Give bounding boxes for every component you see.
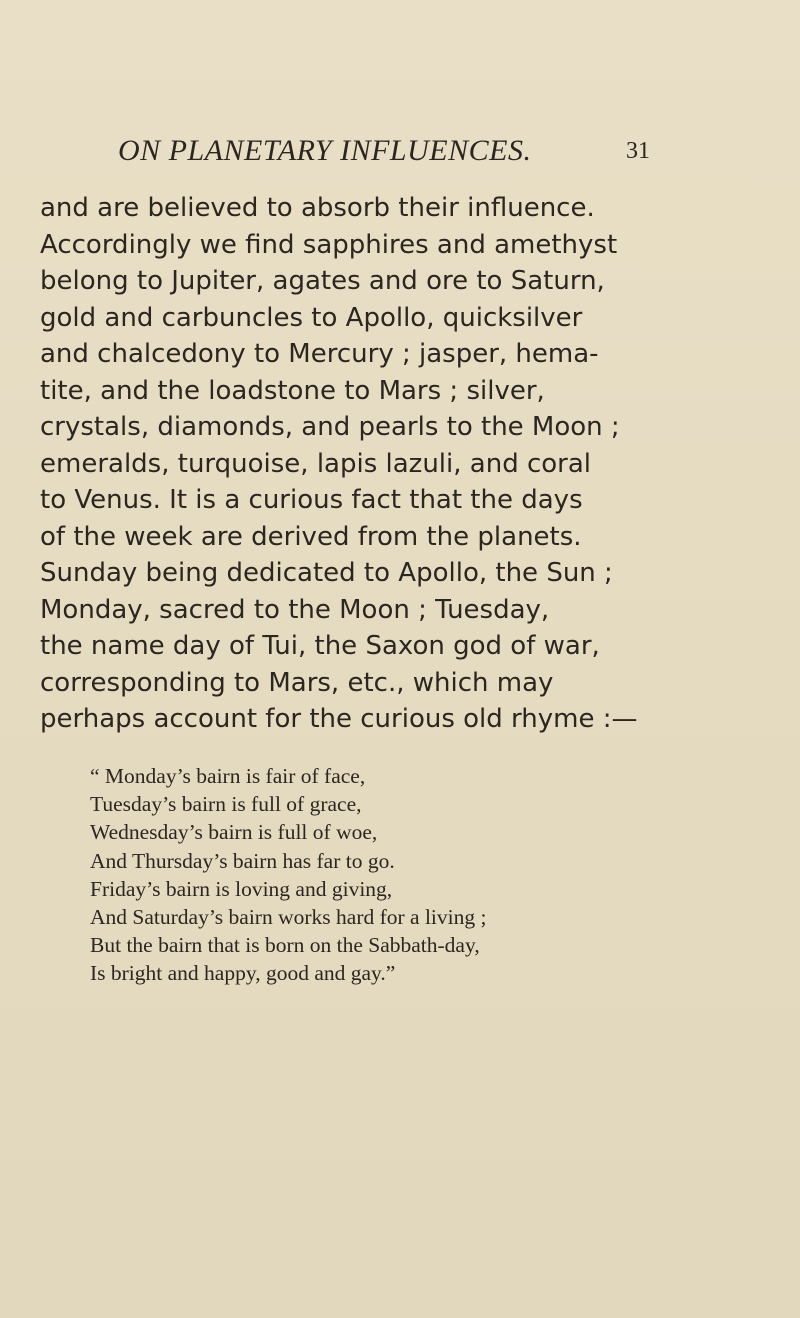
body-line: and chalcedony to Mercury ; jasper, hema- <box>40 339 599 369</box>
running-head <box>118 134 650 174</box>
body-line: Accordingly we find sapphires and amethyst <box>40 229 618 260</box>
body-line: emeralds, turquoise, lapis lazuli, and coral <box>40 448 592 479</box>
body-line: Monday, sacred to the Moon ; Tuesday, <box>40 594 550 625</box>
running-title: ON PLANETARY INFLUENCES. <box>118 134 532 167</box>
body-line: and are believed to absorb their influence. <box>40 193 595 223</box>
body-line: perhaps account for the curious old rhyme :— <box>40 704 638 734</box>
body-line: Sunday being dedicated to Apollo, the Sun ; <box>40 558 613 588</box>
verse-line: “ Monday’s bairn is fair of face, <box>90 764 366 788</box>
body-line: of the week are derived from the planets. <box>40 521 582 552</box>
body-line: the name day of Tui, the Saxon god of war, <box>40 631 600 661</box>
body-line: gold and carbuncles to Apollo, quicksilver <box>40 302 583 333</box>
page-number: 31 <box>626 138 650 164</box>
verse-line: And Saturday’s bairn works hard for a living ; <box>90 904 487 929</box>
body-line: to Venus. It is a curious fact that the days <box>40 485 583 515</box>
verse-line: Wednesday’s bairn is full of woe, <box>90 820 378 845</box>
body-line: crystals, diamonds, and pearls to the Moon ; <box>40 412 620 442</box>
verse-line: But the bairn that is born on the Sabbath-day, <box>90 933 480 958</box>
body-line: belong to Jupiter, agates and ore to Saturn, <box>40 266 605 296</box>
verse-line: Friday’s bairn is loving and giving, <box>90 876 393 901</box>
verse-line: Is bright and happy, good and gay.” <box>90 961 396 986</box>
verse-line: Tuesday’s bairn is full of grace, <box>90 792 362 817</box>
verse-line: And Thursday’s bairn has far to go. <box>90 848 395 873</box>
body-line: corresponding to Mars, etc., which may <box>40 667 554 698</box>
rhyme-verse <box>90 762 650 988</box>
body-paragraph <box>40 190 660 738</box>
body-line: tite, and the loadstone to Mars ; silver, <box>40 375 545 406</box>
